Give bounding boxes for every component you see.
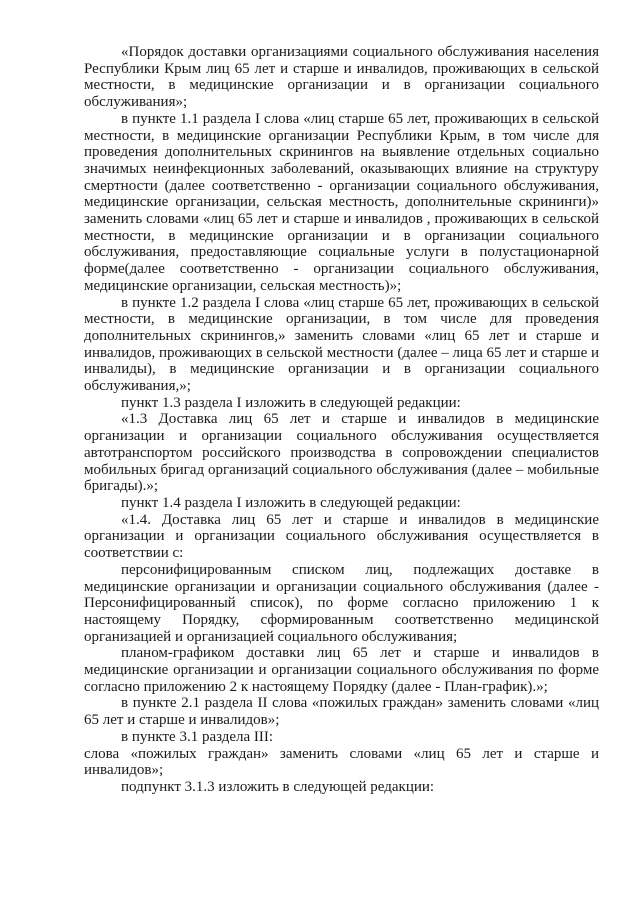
paragraph-item-1-1: в пункте 1.1 раздела I слова «лиц старше 65 лет, проживающих в сельской местности, в медицинские организации Республики Крым, в том числе для проведения дополнительных скринингов на выявление отдельных социально значимых неинфекционных заболеваний, оказывающих влияние на структуру смертности (далее соответственно - организации социального обслуживания, медицинские организации, сельская местность, дополнительные скрининги)» заменить словами «лиц 65 лет и старше и инвалидов , проживающих в сельской местности, в медицинские организации и в организации социального обслуживания, предоставляющие социальные услуги в полустационарной форме(далее соответственно - организации социального обслуживания, медицинские организации, сельская местность)»; bbox=[84, 110, 599, 294]
document-page bbox=[84, 44, 599, 796]
paragraph-item-1-3-text: «1.3 Доставка лиц 65 лет и старше и инвалидов в медицинские организации и организации социального обслуживания осуществляется автотранспортом российского производства в сопровождении специалистов мобильных бригад организаций социального обслуживания (далее – мобильные бригады).»; bbox=[84, 411, 599, 495]
paragraph-item-3-1-words: слова «пожилых граждан» заменить словами «лиц 65 лет и старше и инвалидов»; bbox=[84, 745, 599, 779]
paragraph-item-1-2: в пункте 1.2 раздела I слова «лиц старше 65 лет, проживающих в сельской местности, в медицинские организации, в том числе для проведения дополнительных скринингов,» заменить словами «лиц 65 лет и старше и инвалидов, проживающих в сельской местности (далее – лица 65 лет и старше и инвалиды), в медицинские организации и в организации социального обслуживания,»; bbox=[84, 294, 600, 395]
paragraph-personal-list: персонифицированным списком лиц, подлежащих доставке в медицинские организации и организации социального обслуживания (далее - Персонифицированный список), по форме согласно приложению 1 к настоящему Порядку, сформированным соответственно медицинской организацией и организацией социального обслуживания; bbox=[84, 561, 599, 645]
paragraph-item-1-3-intro: пункт 1.3 раздела I изложить в следующей редакции: bbox=[121, 394, 461, 411]
paragraph-item-2-1: в пункте 2.1 раздела II слова «пожилых граждан» заменить словами «лиц 65 лет и старше и инвалидов»; bbox=[84, 695, 599, 729]
paragraph-item-3-1: в пункте 3.1 раздела III: bbox=[121, 728, 274, 745]
paragraph-schedule-plan: планом-графиком доставки лиц 65 лет и старше и инвалидов в медицинские организации и организации социального обслуживания по форме согласно приложению 2 к настоящему Порядку (далее - План-график).»; bbox=[84, 645, 599, 695]
paragraph-order-title: «Порядок доставки организациями социального обслуживания населения Республики Крым лиц 65 лет и старше и инвалидов, проживающих в сельской местности, в медицинские организации и в организации социального обслуживания»; bbox=[84, 44, 599, 111]
paragraph-item-3-1-3: подпункт 3.1.3 изложить в следующей редакции: bbox=[121, 778, 435, 795]
paragraph-item-1-4-intro: пункт 1.4 раздела I изложить в следующей редакции: bbox=[121, 494, 461, 511]
paragraph-item-1-4-text: «1.4. Доставка лиц 65 лет и старше и инвалидов в медицинские организации и организации социального обслуживания осуществляется в соответствии с: bbox=[84, 511, 599, 562]
